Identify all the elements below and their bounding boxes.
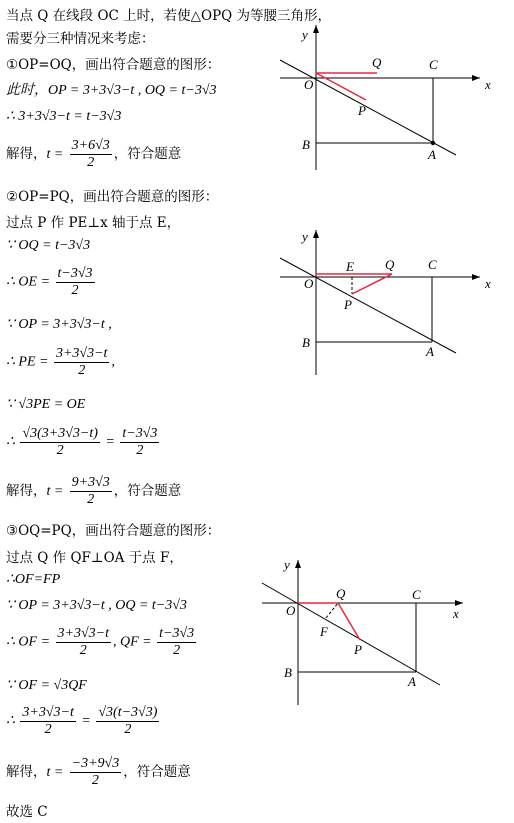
label-c: C bbox=[412, 587, 421, 602]
label-e: E bbox=[346, 259, 354, 274]
case3-line-6: ∴ $\frac{3+3√3-t}{2}$ = $\frac{√3(t-3√3)}{2}$ bbox=[6, 705, 158, 737]
label-f: F bbox=[320, 624, 328, 639]
case1-equation-1: 此时，OP = 3+3√3−t , OQ = t−3√3 bbox=[6, 83, 217, 98]
label-y: y bbox=[284, 557, 290, 572]
case2-line-7: ∴ $\frac{√3(3+3√3-t)}{2}$ = $\frac{t-3√3}{2}$ bbox=[6, 426, 158, 458]
case3-line-3: ∵ OP = 3+3√3−t , OQ = t−3√3 bbox=[6, 598, 187, 613]
case2-title: ②OP=PQ，画出符合题意的图形： bbox=[6, 189, 219, 205]
case3-solution: 解得，t = $\frac{-3+9√3}{2}$ ，符合题意 bbox=[6, 756, 191, 788]
case3-line-1: 过点 Q 作 QF⊥OA 于点 F， bbox=[6, 550, 183, 566]
case3-line-4 bbox=[6, 626, 198, 659]
intro-line-2: 需要分三种情况来考虑： bbox=[6, 31, 155, 47]
equation-prefix: ∴ OF = bbox=[6, 634, 51, 650]
label-a: A bbox=[428, 147, 436, 162]
case3-title: ③OQ=PQ，画出符合题意的图形： bbox=[6, 523, 221, 539]
fraction-denominator: 2 bbox=[71, 283, 79, 298]
figure-case-3 bbox=[258, 555, 478, 705]
label-c: C bbox=[429, 57, 438, 72]
label-a: A bbox=[408, 674, 416, 689]
solution-suffix: ，符合题意 bbox=[123, 764, 191, 780]
fraction-numerator: t−3√3 bbox=[159, 626, 195, 641]
equation-prefix: ∴ PE = bbox=[6, 354, 49, 370]
equation-prefix: ∴ bbox=[6, 434, 15, 450]
fraction-numerator: 3+3√3−t bbox=[22, 705, 74, 720]
label-y: y bbox=[302, 27, 308, 42]
fraction-denominator: 2 bbox=[78, 363, 86, 378]
case2-line-3 bbox=[6, 266, 97, 299]
fraction-denominator: 2 bbox=[87, 155, 95, 170]
solution-fraction bbox=[70, 138, 112, 171]
solution-suffix: ，符合题意 bbox=[113, 146, 182, 162]
case3-line-2: ∴OF=FP bbox=[6, 572, 61, 587]
fraction-denominator: 2 bbox=[124, 722, 132, 737]
solution-prefix: 解得， bbox=[6, 483, 47, 499]
label-y: y bbox=[302, 229, 308, 244]
figure-case-2 bbox=[280, 225, 500, 375]
fraction-numerator: 3+3√3−t bbox=[55, 346, 108, 361]
case2-line-6: ∵ √3PE = OE bbox=[6, 397, 86, 412]
label-q: Q bbox=[336, 586, 346, 601]
case1-title: ①OP=OQ，画出符合题意的图形： bbox=[6, 57, 221, 73]
fraction-denominator: 2 bbox=[91, 773, 99, 788]
equation-prefix: ∴ OE = bbox=[6, 274, 51, 290]
solution-prefix: 解得， bbox=[6, 764, 47, 780]
fraction-numerator: √3(3+3√3−t) bbox=[22, 426, 98, 441]
equation-prefix: ∴ bbox=[6, 713, 15, 729]
case3-line-5: ∵ OF = √3QF bbox=[6, 678, 87, 693]
label-x: x bbox=[485, 77, 491, 92]
label-o: O bbox=[304, 77, 314, 92]
fraction-denominator: 2 bbox=[136, 443, 144, 458]
label-o: O bbox=[304, 276, 314, 291]
fraction-denominator: 2 bbox=[44, 722, 52, 737]
label-b: B bbox=[284, 665, 292, 680]
label-x: x bbox=[485, 276, 491, 291]
fraction-numerator: −3+9√3 bbox=[71, 756, 120, 771]
label-p: P bbox=[344, 297, 352, 312]
fraction-numerator: 3+6√3 bbox=[71, 138, 110, 153]
case2-line-1: 过点 P 作 PE⊥x 轴于点 E， bbox=[6, 215, 181, 231]
case2-solution: 解得，t = $\frac{9+3√3}{2}$ ，符合题意 bbox=[6, 475, 182, 507]
fraction-numerator: t−3√3 bbox=[57, 266, 93, 281]
label-c: C bbox=[428, 257, 437, 272]
equation-suffix: , bbox=[111, 354, 115, 370]
label-p: P bbox=[358, 103, 366, 118]
label-b: B bbox=[302, 335, 310, 350]
case2-line-4: ∵ OP = 3+3√3−t , bbox=[6, 317, 112, 332]
fraction-numerator: t−3√3 bbox=[122, 426, 158, 441]
solution-prefix: 解得， bbox=[6, 146, 47, 162]
label-o: O bbox=[286, 603, 296, 618]
fraction-denominator: 2 bbox=[56, 443, 64, 458]
label-a: A bbox=[426, 344, 434, 359]
fraction-denominator: 2 bbox=[173, 643, 181, 658]
figure-case-1 bbox=[280, 25, 500, 170]
case2-line-5 bbox=[6, 346, 115, 379]
final-answer: 故选 C bbox=[6, 804, 48, 820]
fraction-numerator: √3(t−3√3) bbox=[98, 705, 158, 720]
case1-equation-2: ∴ 3+3√3−t = t−3√3 bbox=[6, 109, 122, 124]
case1-solution: 解得，t = $\frac{3+6√3}{2}$ ，符合题意 bbox=[6, 138, 182, 170]
fraction-denominator: 2 bbox=[79, 643, 87, 658]
fraction-denominator: 2 bbox=[87, 492, 95, 507]
solution-suffix: ，符合题意 bbox=[113, 483, 182, 499]
intro-line-1: 当点 Q 在线段 OC 上时，若使△OPQ 为等腰三角形， bbox=[6, 8, 332, 24]
equation-middle: , QF = bbox=[113, 634, 152, 650]
label-x: x bbox=[453, 606, 459, 621]
label-q: Q bbox=[385, 257, 395, 272]
fraction-numerator: 9+3√3 bbox=[71, 475, 110, 490]
label-b: B bbox=[302, 137, 310, 152]
fraction-numerator: 3+3√3−t bbox=[57, 626, 109, 641]
case2-line-2: ∵ OQ = t−3√3 bbox=[6, 238, 91, 253]
label-q: Q bbox=[372, 55, 382, 70]
label-p: P bbox=[354, 642, 362, 657]
